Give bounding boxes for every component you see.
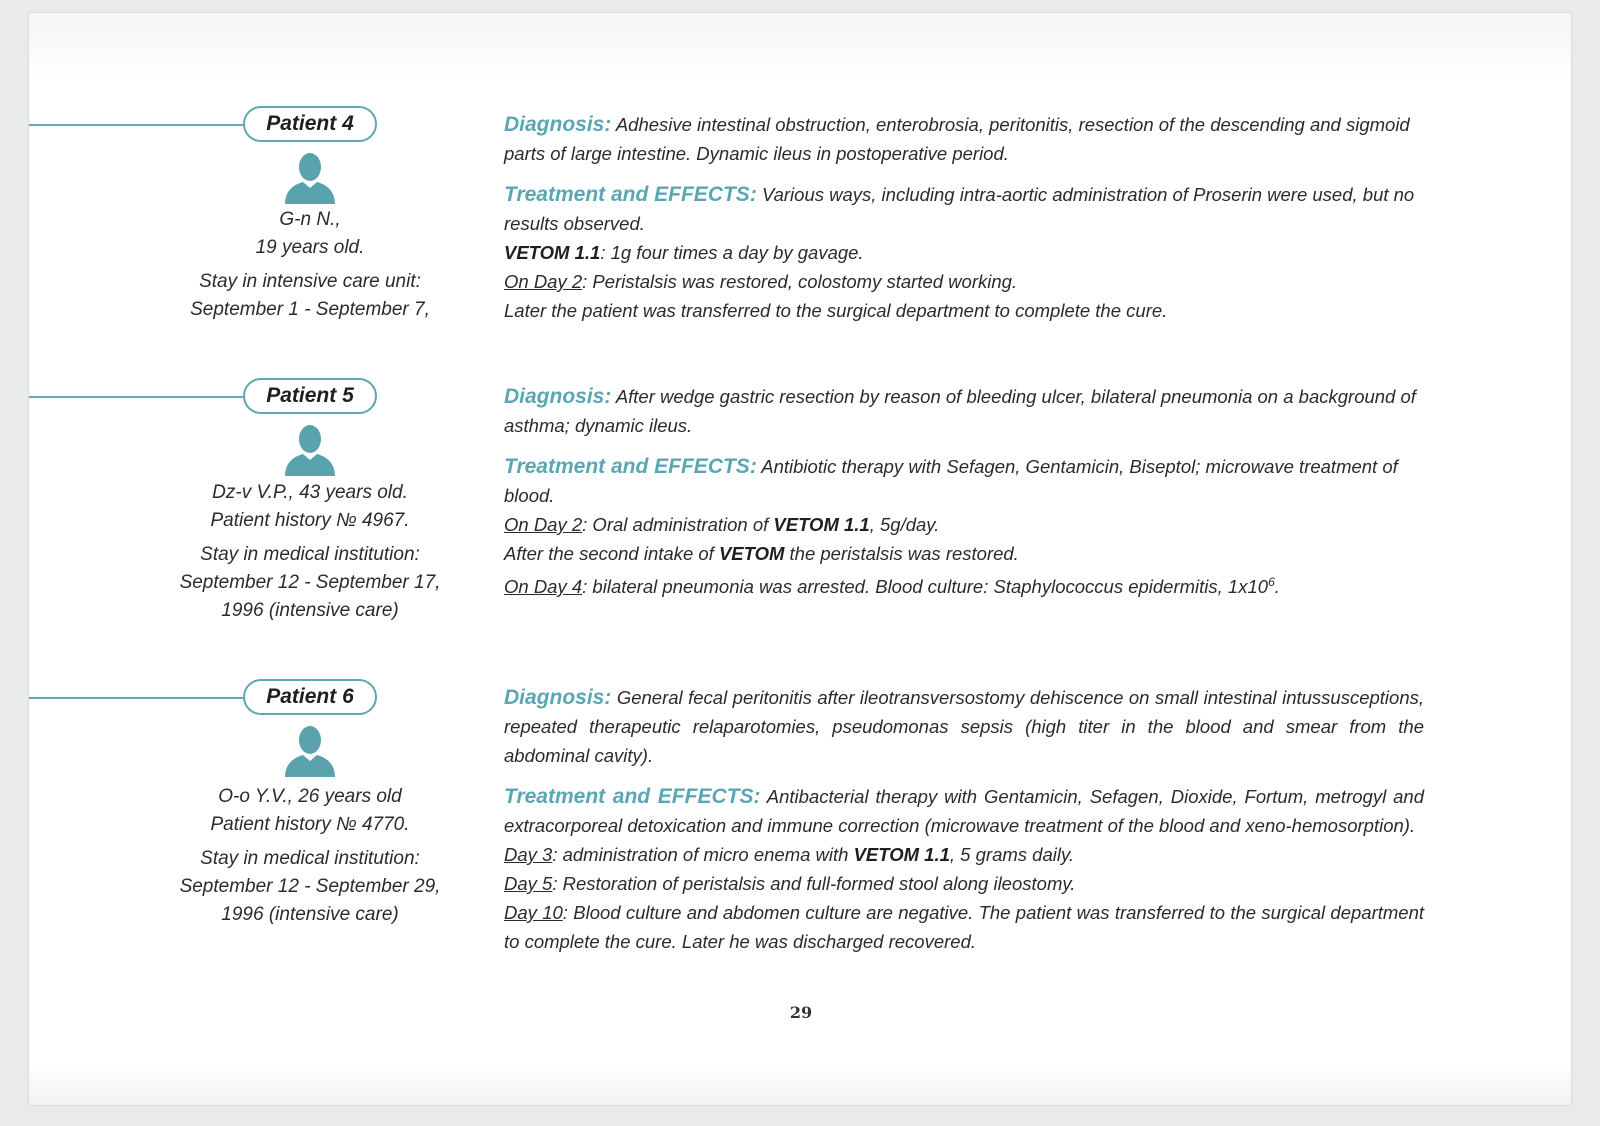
day-text: : Blood culture and abdomen culture are negative. The patient was transferred to the surgical department to complete the cure. Later he was discharged recovered. [504,902,1424,952]
treatment-label: Treatment and EFFECTS: [504,455,757,478]
drug-name: VETOM 1.1 [504,242,601,263]
day-line [504,840,1424,869]
drug-name: VETOM 1.1 [773,514,870,535]
day-label: Day 5 [504,873,553,894]
patient-history: Patient history № 4967. [210,510,410,531]
day-label: Day 10 [504,902,563,923]
patient-info [150,206,470,324]
effect-text-end: the peristalsis was restored. [784,543,1019,564]
patient-badge: Patient 6 [243,679,377,715]
day-line [504,510,1424,539]
drug-name: VETOM [718,543,785,564]
stay-label: Stay in medical institution: [200,544,420,565]
treatment-paragraph [504,782,1424,840]
day-text: : Oral administration of [582,514,774,535]
exponent: 6 [1268,575,1275,589]
patient-badge: Patient 4 [243,106,377,142]
treatment-text: Antibiotic therapy with Sefagen, Gentamicin, Biseptol; microwave treatment of blood. [504,456,1398,506]
treatment-paragraph [504,180,1424,238]
dosage-line [504,238,1424,267]
stay-dates: September 1 - September 7, [190,299,430,320]
day-line [504,267,1424,296]
document-page [28,12,1572,1106]
treatment-label: Treatment and EFFECTS: [504,183,757,206]
diagnosis-label: Diagnosis: [504,113,612,136]
dosage-text: : 1g four times a day by gavage. [600,242,864,263]
effect-line [504,539,1424,568]
diagnosis-text: After wedge gastric resection by reason of bleeding ulcer, bilateral pneumonia on a background of asthma; dynamic ileus. [504,386,1416,436]
treatment-paragraph [504,452,1424,510]
stay-label: Stay in intensive care unit: [199,271,421,292]
day-line [504,869,1424,898]
day-text-end: , 5 grams daily. [949,844,1074,865]
day-text-end: . [1274,576,1280,598]
stay-extra: 1996 (intensive care) [221,904,399,925]
diagnosis-text: General fecal peritonitis after ileotransversostomy dehiscence on small intestinal intussusceptions, repeated therapeutic relaparotomies, pseudomonas sepsis (high titer in the blood and smear from the abdominal cavity). [504,687,1424,766]
effect-text: After the second intake of [504,543,719,564]
case-details [504,110,1424,325]
patient-badge: Patient 5 [243,378,377,414]
patient-info [150,479,470,625]
day-line [504,568,1424,601]
patient-age: 19 years old. [255,237,365,258]
stay-dates: September 12 - September 29, [179,876,441,897]
connector-line [29,124,243,126]
patient-name: G-n N., [279,209,341,230]
person-icon [283,725,337,777]
day-text: : administration of micro enema with [552,844,854,865]
stay-extra: 1996 (intensive care) [221,600,399,621]
connector-line [29,697,243,699]
case-details [504,382,1424,601]
treatment-label: Treatment and EFFECTS: [504,785,761,808]
day-text-end: , 5g/day. [869,514,940,535]
diagnosis-label: Diagnosis: [504,686,612,709]
day-text: : bilateral pneumonia was arrested. Blood culture: Staphylococcus epidermitis, 1x10 [582,576,1269,598]
diagnosis-text: Adhesive intestinal obstruction, enterobrosia, peritonitis, resection of the descending and sigmoid parts of large intestine. Dynamic ileus in postoperative period. [504,114,1410,164]
stay-dates: September 12 - September 17, [179,572,441,593]
diagnosis-paragraph [504,683,1424,770]
diagnosis-paragraph [504,110,1424,168]
treatment-text: Antibacterial therapy with Gentamicin, Sefagen, Dioxide, Fortum, metrogyl and extracorporeal detoxication and immune correction (microwave treatment of the blood and xeno-hemosorption). [504,786,1425,836]
outcome-line: Later the patient was transferred to the surgical department to complete the cure. [504,300,1168,321]
day-line [504,898,1424,956]
case-details [504,683,1424,956]
patient-name: Dz-v V.P., 43 years old. [212,482,408,503]
patient-info [150,783,470,929]
day-label: On Day 2 [504,514,583,535]
stay-label: Stay in medical institution: [200,848,420,869]
treatment-text: Various ways, including intra-aortic administration of Proserin were used, but no results observed. [504,184,1415,234]
person-icon [283,424,337,476]
connector-line [29,396,243,398]
diagnosis-paragraph [504,382,1424,440]
day-label: On Day 2 [504,271,583,292]
diagnosis-label: Diagnosis: [504,385,612,408]
patient-history: Patient history № 4770. [210,814,410,835]
day-label: On Day 4 [504,576,583,598]
day-text: : Peristalsis was restored, colostomy started working. [582,271,1018,292]
patient-name: O-o Y.V., 26 years old [218,786,402,807]
page-number: 29 [789,1003,813,1022]
drug-name: VETOM 1.1 [853,844,950,865]
day-text: : Restoration of peristalsis and full-formed stool along ileostomy. [552,873,1076,894]
person-icon [283,152,337,204]
day-label: Day 3 [504,844,553,865]
